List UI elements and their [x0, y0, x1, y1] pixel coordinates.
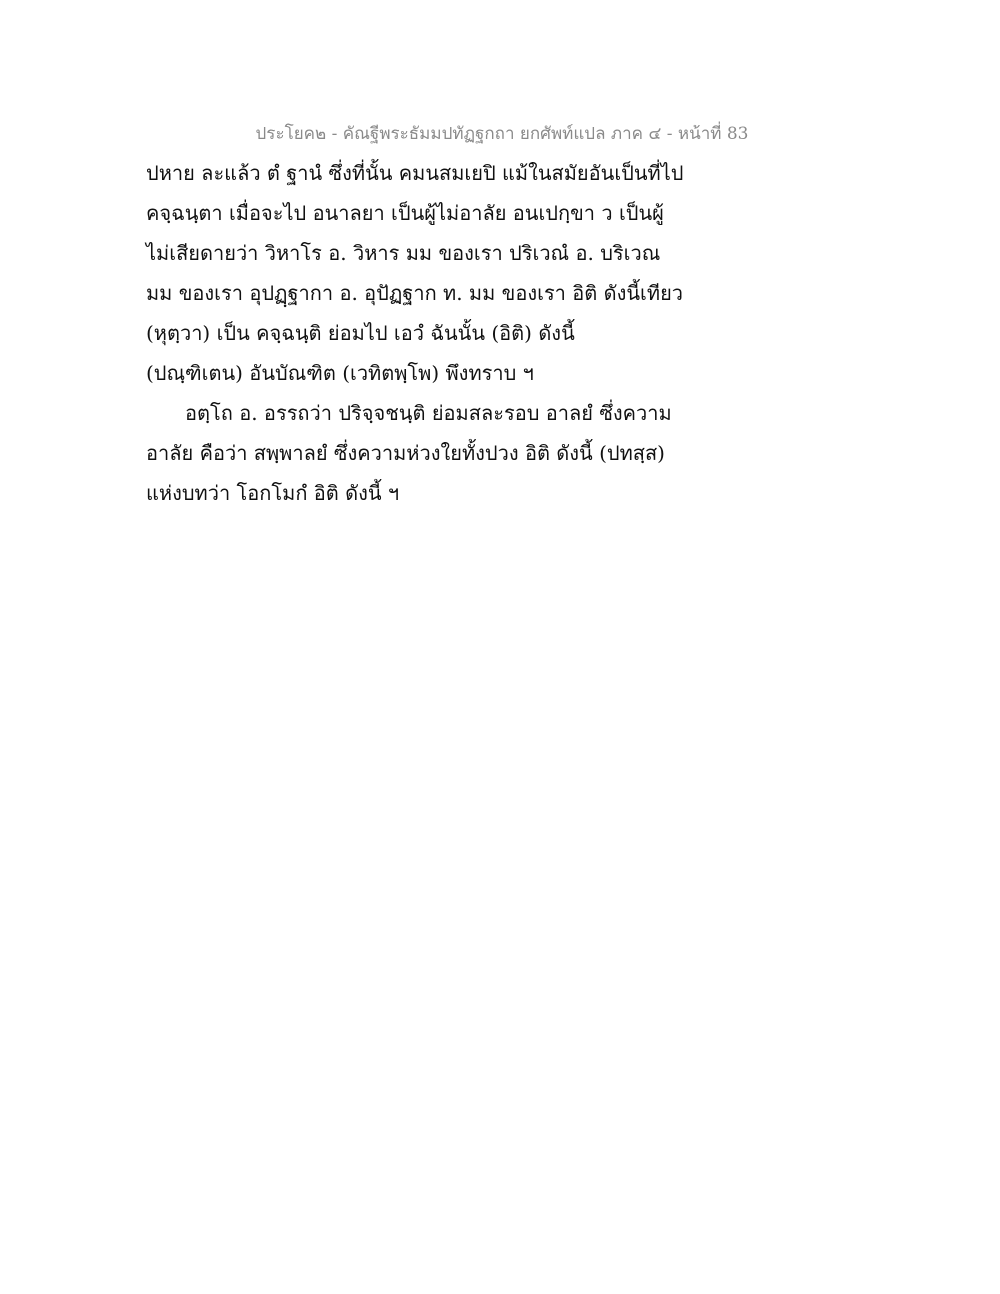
text-line: ปหาย ละแล้ว ตํ ฐานํ ซึ่งที่นั้น คมนสมเยปิ แม้ในสมัยอันเป็นที่ไป: [146, 161, 684, 185]
text-line: มม ของเรา อุปฏฺฐากา อ. อุปัฏฐาก ท. มม ของเรา อิติ ดังนี้เทียว: [146, 281, 684, 305]
document-body: [146, 158, 866, 518]
text-line: ไม่เสียดายว่า วิหาโร อ. วิหาร มม ของเรา ปริเวณํ อ. บริเวณ: [146, 241, 661, 265]
text-line-paragraph-start: อตฺโถ อ. อรรถว่า ปริจฺจชนฺติ ย่อมสละรอบ อาลยํ ซึ่งความ: [185, 401, 672, 425]
page-header: [0, 121, 1000, 147]
text-line: คจฺฉนฺตา เมื่อจะไป อนาลยา เป็นผู้ไม่อาลัย อนเปกฺขา ว เป็นผู้: [146, 201, 664, 225]
page-header-text: ประโยค๒ - คัณฐีพระธัมมปทัฏฐกถา ยกศัพท์แปล ภาค ๔ - หน้าที่ 83: [255, 124, 749, 144]
text-line: แห่งบทว่า โอกโมกํ อิติ ดังนี้ ฯ: [146, 481, 400, 505]
text-line: (หุตฺวา) เป็น คจฺฉนฺติ ย่อมไป เอวํ ฉันนั้น (อิติ) ดังนี้: [146, 321, 575, 345]
text-line: อาลัย คือว่า สพฺพาลยํ ซึ่งความห่วงใยทั้งปวง อิติ ดังนี้ (ปทสฺส): [146, 441, 665, 465]
text-line: (ปณฺฑิเตน) อันบัณฑิต (เวทิตพฺโพ) พึงทราบ ฯ: [146, 361, 534, 385]
